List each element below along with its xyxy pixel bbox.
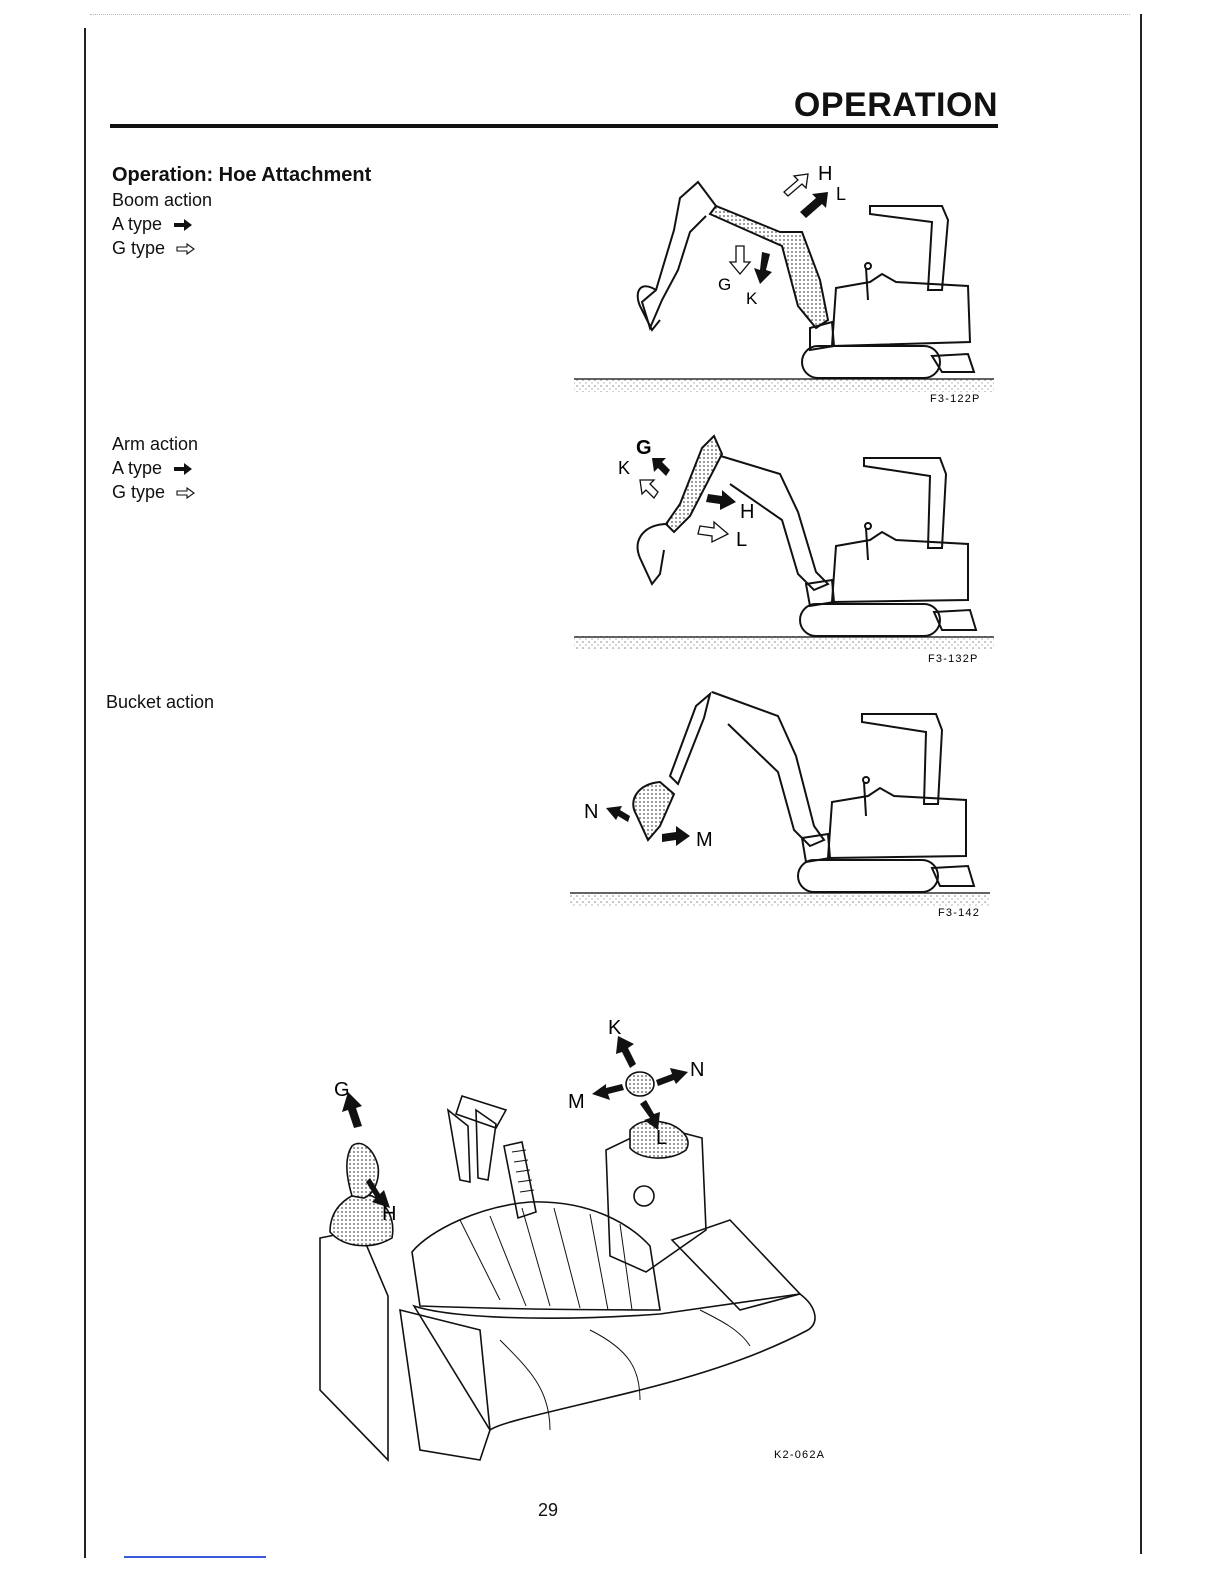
letter-g: G xyxy=(636,437,652,459)
bucket-action-figure xyxy=(570,684,1000,924)
track xyxy=(802,346,940,378)
cab-controls-figure xyxy=(300,1010,860,1470)
ground xyxy=(570,892,990,906)
bottom-link-underline[interactable] xyxy=(124,1556,266,1558)
letter-g: G xyxy=(718,275,732,294)
outline-arrow-icon xyxy=(730,246,750,274)
seat-cushion xyxy=(414,1294,815,1430)
left-page-border xyxy=(84,28,86,1558)
boom xyxy=(712,692,824,846)
cab-arrows xyxy=(342,1036,688,1208)
arm-g-type-row xyxy=(112,480,198,504)
arm-a-type-label: A type xyxy=(112,458,163,478)
lever xyxy=(866,268,868,300)
right-knob xyxy=(634,1186,654,1206)
outline-arrow-icon xyxy=(640,480,658,498)
boom-a-type-label: A type xyxy=(112,214,163,234)
solid-arrow-icon xyxy=(173,219,193,231)
boom xyxy=(714,454,828,590)
solid-arrow-icon xyxy=(656,1068,688,1086)
track xyxy=(800,604,940,636)
arm-a-type-row xyxy=(112,456,198,480)
arm-action-figure xyxy=(570,424,1000,670)
excavator xyxy=(670,692,974,892)
figure-code: F3-142 xyxy=(938,907,981,919)
figure-code: K2-062A xyxy=(774,1449,826,1461)
right-page-border xyxy=(1140,14,1142,1554)
outline-arrow-icon xyxy=(698,522,728,542)
solid-arrow-icon xyxy=(800,192,828,218)
boom-action-figure xyxy=(570,150,1000,406)
letter-k: K xyxy=(618,458,631,478)
canopy xyxy=(862,714,942,804)
ground xyxy=(574,378,994,392)
travel-levers xyxy=(448,1110,496,1182)
left-console xyxy=(320,1230,388,1460)
lever xyxy=(866,528,868,560)
letter-m: M xyxy=(568,1091,585,1113)
letter-n: N xyxy=(584,801,599,823)
body xyxy=(828,788,966,858)
figure-code: F3-132P xyxy=(928,653,979,665)
letter-h: H xyxy=(818,163,833,185)
outline-arrow-icon xyxy=(784,174,808,196)
letter-g: G xyxy=(334,1079,350,1101)
letter-h: H xyxy=(382,1203,397,1225)
letter-l: L xyxy=(656,1127,668,1149)
boom-foot xyxy=(802,834,830,862)
ground xyxy=(574,636,994,650)
page-title: OPERATION xyxy=(793,86,998,124)
left-armrest xyxy=(400,1310,490,1460)
letter-k: K xyxy=(608,1017,622,1039)
arm-shaded xyxy=(666,436,722,532)
track xyxy=(798,860,938,892)
lever-knob xyxy=(865,523,871,529)
arm-action-block xyxy=(112,432,198,504)
boom-action-label: Boom action xyxy=(112,190,213,210)
cab-drawing xyxy=(320,1096,815,1460)
boom-g-type-row xyxy=(112,236,212,260)
arm-g-type-label: G type xyxy=(112,482,166,502)
boom-g-type-label: G type xyxy=(112,238,166,258)
bucket-action-block xyxy=(106,690,214,714)
letter-l: L xyxy=(836,184,847,204)
solid-arrow-icon xyxy=(173,463,193,475)
letter-n: N xyxy=(690,1059,705,1081)
arm-action-label: Arm action xyxy=(112,434,199,454)
boom-action-block xyxy=(112,188,212,260)
canopy xyxy=(870,206,948,290)
solid-arrow-icon xyxy=(706,490,736,510)
letter-l: L xyxy=(736,529,748,551)
letter-h: H xyxy=(740,501,755,523)
section-title: Operation: Hoe Attachment xyxy=(112,164,372,186)
top-dotted-edge xyxy=(90,14,1130,16)
lever-knob xyxy=(865,263,871,269)
arm xyxy=(642,182,716,328)
bucket xyxy=(638,524,668,584)
body xyxy=(832,274,970,346)
bucket-action-label: Bucket action xyxy=(106,692,215,712)
canopy xyxy=(864,458,946,548)
page-number: 29 xyxy=(538,1500,559,1520)
solid-arrow-icon xyxy=(616,1036,636,1068)
boom-a-type-row xyxy=(112,212,212,236)
letter-k: K xyxy=(746,289,758,308)
seat-pleats xyxy=(460,1208,632,1310)
bucket xyxy=(638,286,660,330)
boom-foot xyxy=(806,580,834,606)
excavator xyxy=(638,436,976,636)
letter-m: M xyxy=(696,829,713,851)
body xyxy=(832,532,968,602)
solid-arrow-icon xyxy=(754,252,772,284)
lever-knob xyxy=(863,777,869,783)
solid-arrow-icon xyxy=(662,826,690,846)
solid-arrow-icon xyxy=(652,458,670,476)
figure-code: F3-122P xyxy=(930,393,981,405)
solid-arrow-icon xyxy=(592,1084,624,1100)
bucket-shaded xyxy=(633,782,674,840)
arm xyxy=(670,694,710,784)
outline-arrow-icon xyxy=(176,487,196,499)
lever xyxy=(864,782,866,816)
solid-arrow-icon xyxy=(606,806,630,822)
boom-shaded xyxy=(710,206,828,328)
outline-arrow-icon xyxy=(176,243,196,255)
header-rule xyxy=(110,124,998,128)
